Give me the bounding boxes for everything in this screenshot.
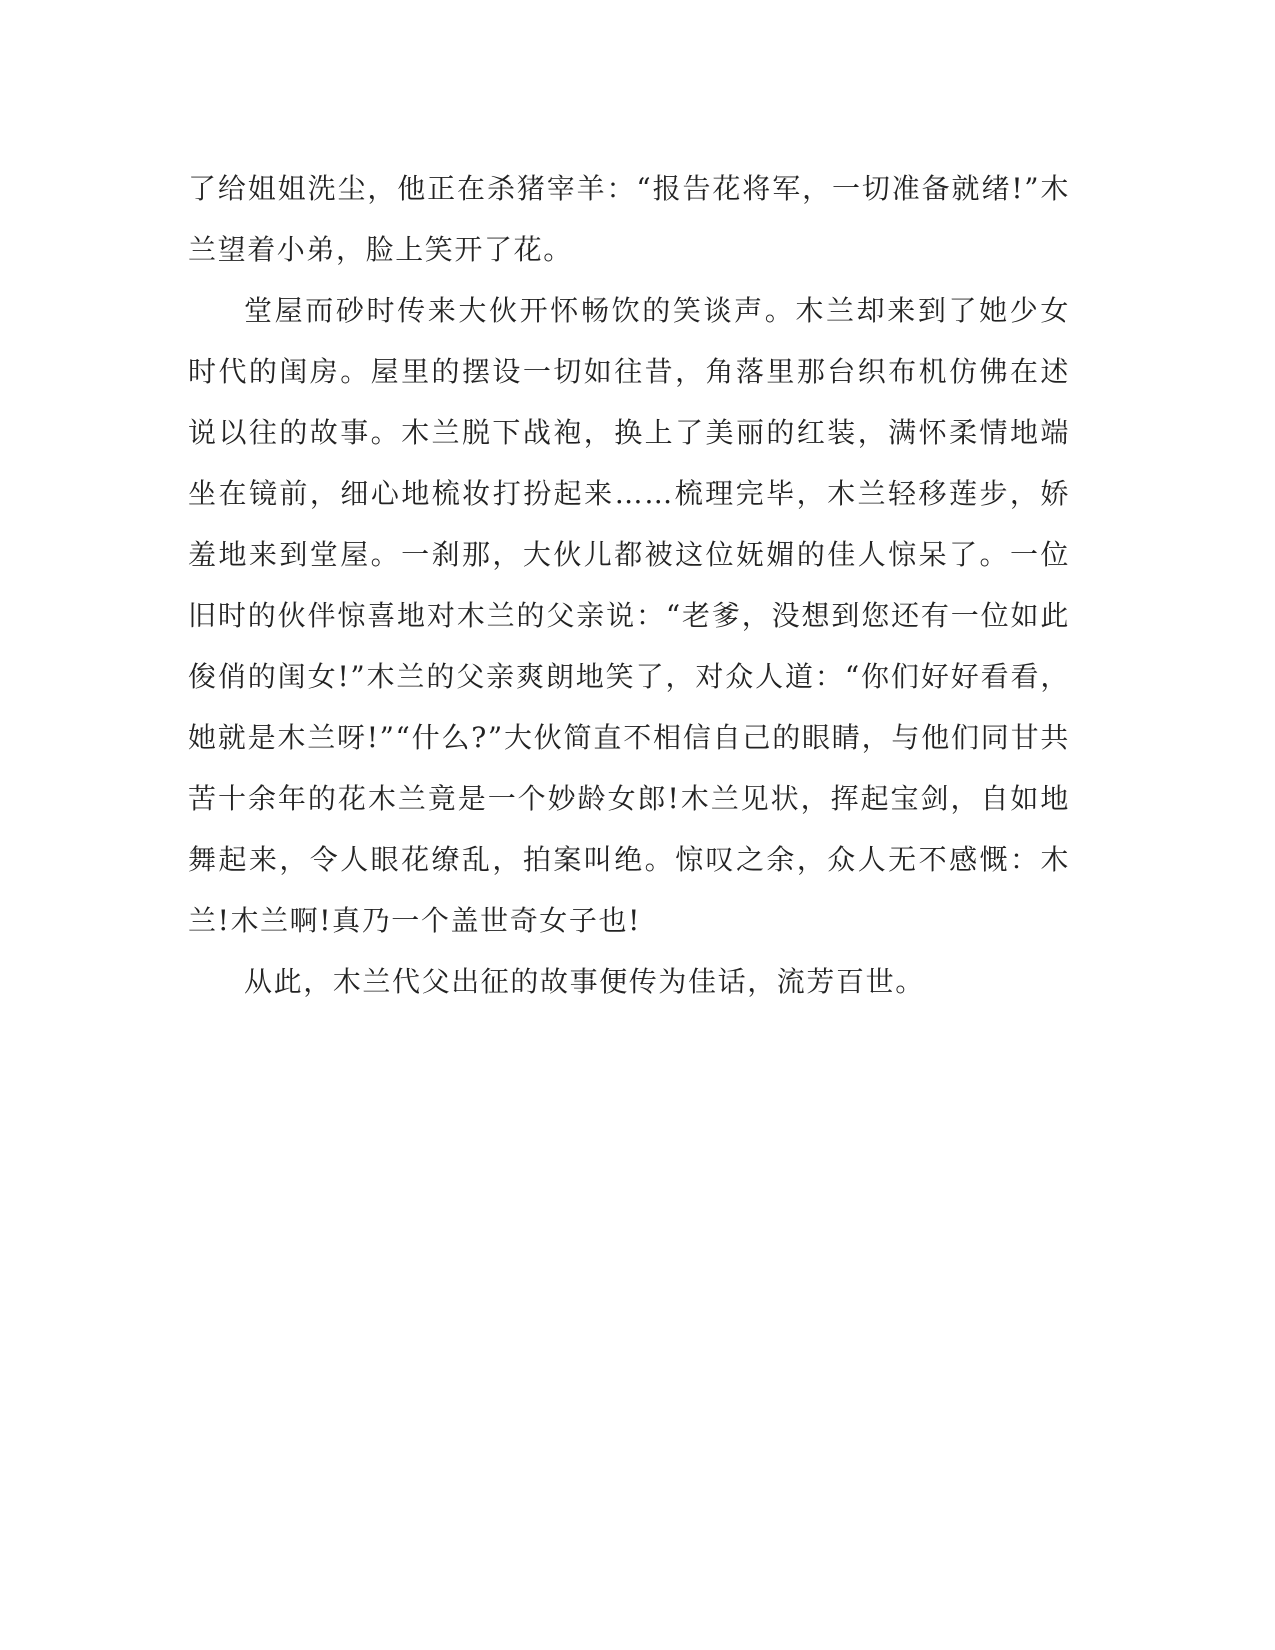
body-text xyxy=(188,158,1070,1012)
paragraph-1: 了给姐姐洗尘，他正在杀猪宰羊：“报告花将军，一切准备就绪!”木兰望着小弟，脸上笑开了花。 xyxy=(188,172,1070,266)
paragraph-2: 堂屋而砂时传来大伙开怀畅饮的笑谈声。木兰却来到了她少女时代的闺房。屋里的摆设一切如往昔，角落里那台织布机仿佛在述说以往的故事。木兰脱下战袍，换上了美丽的红装，满怀柔情地端坐在镜前，细心地梳妆打扮起来……梳理完毕，木兰轻移莲步，娇羞地来到堂屋。一刹那，大伙儿都被这位妩媚的佳人惊呆了。一位旧时的伙伴惊喜地对木兰的父亲说：“老爹，没想到您还有一位如此俊俏的闺女!”木兰的父亲爽朗地笑了，对众人道：“你们好好看看，她就是木兰呀!”“什么?”大伙简直不相信自己的眼睛，与他们同甘共苦十余年的花木兰竟是一个妙龄女郎!木兰见状，挥起宝剑，自如地舞起来，令人眼花缭乱，拍案叫绝。惊叹之余，众人无不感慨：木兰!木兰啊!真乃一个盖世奇女子也! xyxy=(188,294,1070,937)
paragraph-3: 从此，木兰代父出征的故事便传为佳话，流芳百世。 xyxy=(244,965,925,998)
